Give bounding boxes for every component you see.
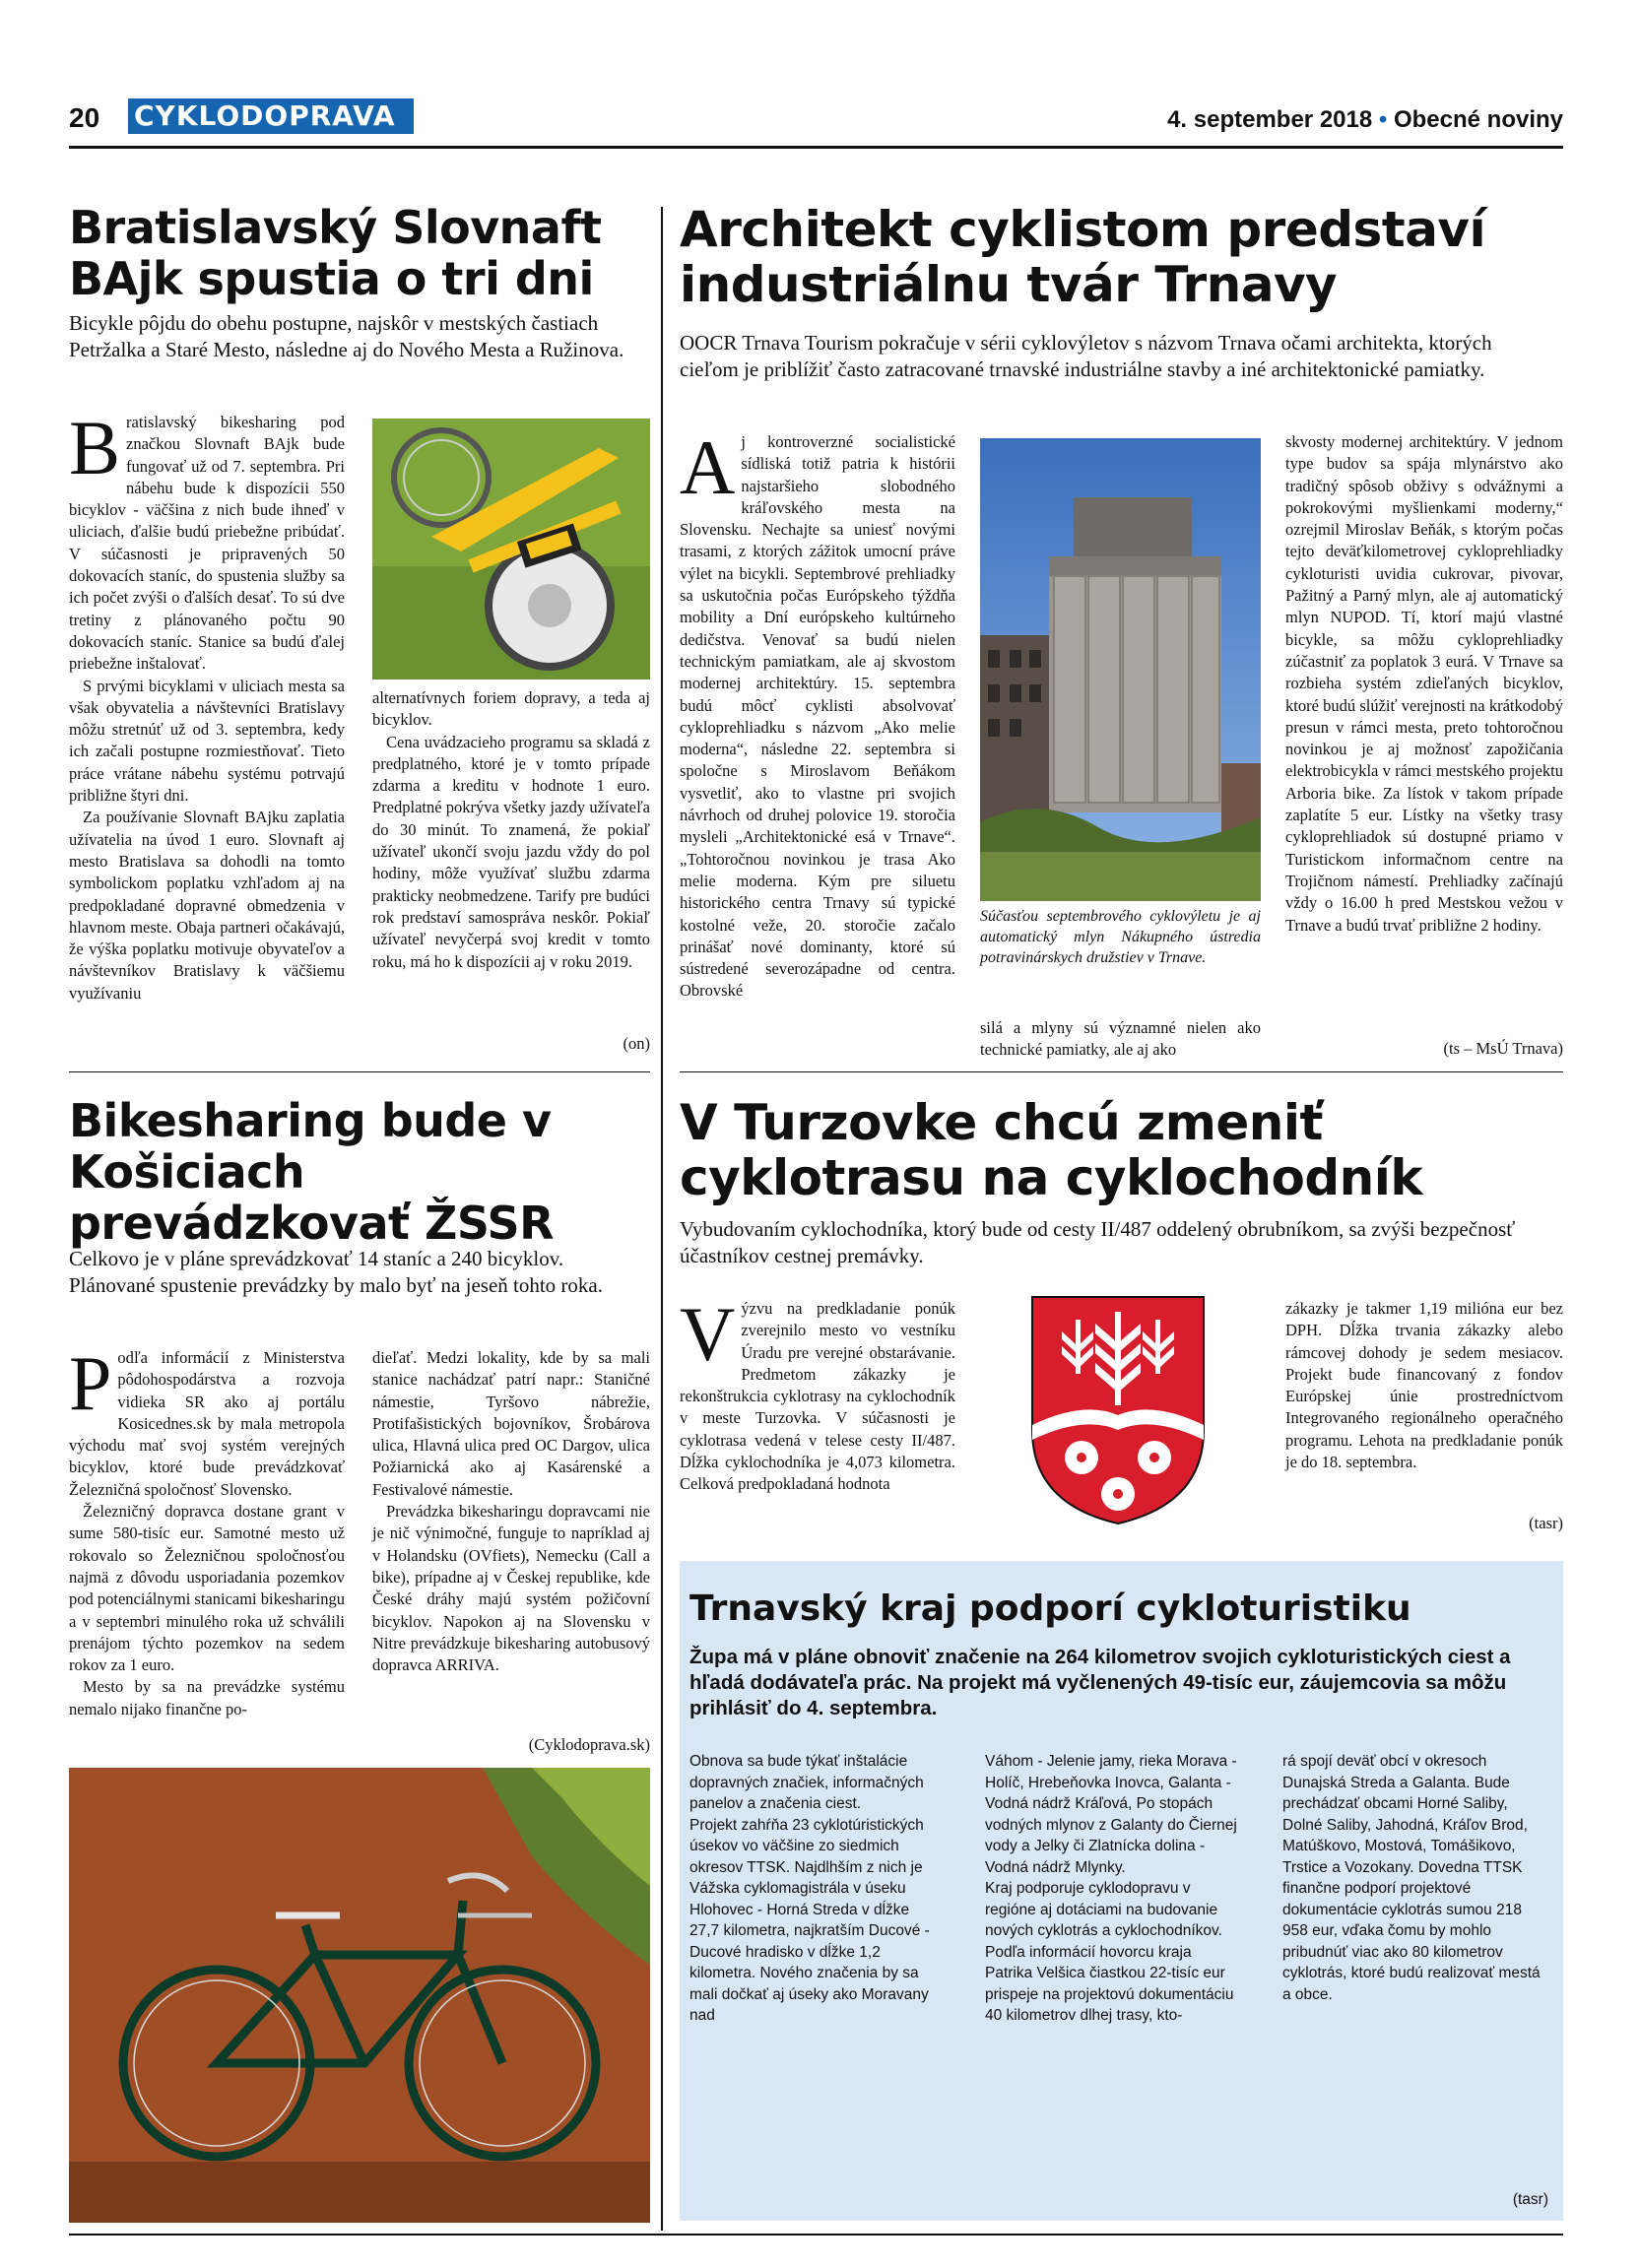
issue-date: 4. september 2018 — [1167, 106, 1373, 133]
article3-signature: (Cyklodoprava.sk) — [528, 1735, 650, 1754]
article3-para: odľa informácií z Ministerstva pôdohospodárstva a rozvoja vidieka SR ako aj portálu Kosicednes.sk by mala metropola východu mať svoj systém verejných bicyklov, ktoré bude prevádzkovať Železničná spoločnosť Slovensko. — [69, 1348, 345, 1499]
header-rule — [69, 146, 1563, 149]
footer-rule — [69, 2234, 1563, 2236]
article2-col2 — [980, 1017, 1261, 1062]
article1-para: Cena uvádzacieho programu sa skladá z predplatného, ktoré je v tomto prípade zdarma a kreditu v hodnote 1 euro. Predplatné pokrýva všetky jazdy užívateľa do 30 minút. To znamená, že pokiaľ užívateľ ukončí svoju jazdu vždy do pol hodiny, môže využívať službu zdarma prakticky neobmedzene. Tarify pre budúci rok predstaví samospráva neskôr. Pokiaľ užívateľ nevyčerpá svoj kredit v tomto roku, má ho k dispozícii aj v roku 2019. — [372, 732, 650, 971]
article3-lead: Celkovo je v pláne sprevádzkovať 14 staníc a 240 bicyklov. Plánované spustenie prevádzky by malo byť na jeseň tohto roka. — [69, 1247, 604, 1297]
article3-col2 — [372, 1347, 650, 1676]
article4-signature: (tasr) — [1529, 1514, 1563, 1532]
article3-para: Mesto by sa na prevádzke systému nemalo nijako finančne po- — [69, 1677, 345, 1718]
article5-col2: Váhom - Jelenie jamy, rieka Morava - Holíč, Hrebeňovka Inovca, Galanta - Vodná nádrž Kráľová, Po stopách vodných mlynov z Galanty do Čiernej vody a Jelky či Zlatnícka dolina - Vodná nádrž Mlynky. Kraj podporuje cyklodopravu v regióne aj dotáciami na budovanie nových cyklotrás a cyklochodníkov. Podľa informácií hovorcu kraja Patrika Velšica čiastkou 22-tisíc eur prispeje na projektovú dokumentáciu 40 kilometrov dlhej trasy, kto- — [985, 1753, 1237, 2024]
article5-col1: Obnova sa bude týkať inštalácie dopravných značiek, informačných panelov a značenia ciest. Projekt zahŕňa 23 cyklotúristických úsekov vo väčšine zo siedmich okresov TTSK. Najdlhším z nich je Vážska cyklomagistrála v úseku Hlohovec - Horná Streda v dĺžke 27,7 kilometra, najkratším Ducové - Ducové hradisko v dĺžke 1,2 kilometra. Nového značenia by sa mali dočkať aj úseky ako Moravany nad — [689, 1753, 930, 2024]
article2-signature: (ts – MsÚ Trnava) — [1443, 1039, 1563, 1058]
article5-lead: Župa má v pláne obnoviť značenie na 264 kilometrov svojich cykloturistických ciest a hľadá dodávateľa prác. Na projekt má vyčlenených 49-tisíc eur, záujemcovia sa môžu prihlásiť do 4. septembra. — [689, 1646, 1511, 1719]
article2-title: Architekt cyklistom predstaví industriálnu tvár Trnavy — [680, 201, 1486, 313]
article3-para: Prevádzka bikesharingu dopravcami nie je nič výnimočné, funguje to napríklad aj v Holandsku (OVfiets), Nemecku (Call a bike), prípadne aj v Českej republike, kde České dráhy majú systém požičovní bicyklov. Napokon aj na Slovensku v Nitre prevádzkuje bikesharing autobusový dopravca ARRIVA. — [372, 1502, 650, 1675]
article1-bottom-rule — [69, 1071, 650, 1072]
article1-para: S prvými bicyklami v uliciach mesta sa však obyvatelia a návštevníci Bratislavy môžu stretnúť už od 3. septembra, kedy ich začali postupne rozmiestňovať. Tieto práce vrátane nábehu systému potrvajú približne štyri dni. — [69, 676, 345, 806]
separator-dot: • — [1378, 106, 1388, 133]
article5-title: Trnavský kraj podporí cykloturistiku — [689, 1588, 1411, 1629]
article1-signature: (on) — [623, 1034, 650, 1053]
page-number: 20 — [69, 102, 100, 133]
article3-para: dieľať. Medzi lokality, kde by sa mali stanice nachádzať patrí napr.: Staničné námestie, Tyršovo nábrežie, Protifašistických bojovníkov, Šrobárova ulica, Hlavná ulica pred OC Dargov, ulica Požiarnická ako aj Kasárenské a Festivalové námestie. — [372, 1348, 650, 1499]
article3-title: Bikesharing bude v Košiciach prevádzkovať ŽSSR — [69, 1094, 554, 1250]
article1-para: Za používanie Slovnaft BAjku zaplatia užívatelia na úvod 1 euro. Slovnaft aj mesto Bratislava sa dohodli na tomto symbolickom poplatku vzhľadom aj na predpokladané dopravné obmedzenia v hlavnom meste. Obaja partneri očakávajú, že výška poplatku motivuje obyvateľov a návštevníkov Bratislavy k väčšiemu využívaniu — [69, 808, 345, 1003]
article5-col3: rá spojí deväť obcí v okresoch Dunajská Streda a Galanta. Bude prechádzať obcami Horné Saliby, Dolné Saliby, Jahodná, Kráľov Brod, Matúškovo, Mostová, Tomášikovo, Trstice a Vozokany. Dovedna TTSK finančne podporí projektové dokumentácie cyklotrás sumou 218 958 eur, vďaka čomu by mohlo pribudnúť viac ako 80 kilometrov cyklotrás, ktoré budú realizovať mestá a obce. — [1282, 1753, 1541, 2003]
turzovka-coat-of-arms — [1024, 1292, 1212, 1528]
article1-dropcap: B — [69, 412, 121, 490]
article4-para: zákazky je takmer 1,19 milióna eur bez DPH. Dĺžka trvania zákazky alebo rámcovej dohody je sedem mesiacov. Projekt bude financovaný z fondov Európskej únie prostredníctvom Integrovaného regionálneho operačného programu. Lehota na predkladanie ponúk je do 18. septembra. — [1285, 1299, 1563, 1472]
article4-col1 — [680, 1298, 955, 1534]
article3-col1 — [69, 1347, 345, 1761]
column-divider — [661, 207, 663, 2231]
dateline — [1167, 106, 1563, 134]
section-label: CYKLODOPRAVA — [128, 98, 414, 134]
green-bicycle-photo — [69, 1768, 650, 2223]
mill-silo-photo — [980, 438, 1261, 901]
article4-para: ýzvu na predkladanie ponúk zverejnilo mesto vo vestníku Úradu pre verejné obstarávanie. Predmetom zákazky je rekonštrukcia cyklotrasy na cyklochodník v meste Turzovka. V súčasnosti je cyklotrasa vedená v telese cesty II/487. Dĺžka cyklochodníka je 4,073 kilometra. Celková predpokladaná hodnota — [680, 1299, 955, 1494]
article4-col3 — [1285, 1298, 1563, 1473]
article2-lead: OOCR Trnava Tourism pokračuje v sérii cyklovýletov s názvom Trnava očami architekta, ktorých cieľom je priblížiť často zatracované trnavské industriálne stavby a iné architektonické pamiatky. — [680, 331, 1492, 381]
article3-para: Železničný dopravca dostane grant v sume 580-tisíc eur. Samotné mesto už rokovalo so Železničnou spoločnosťou najmä z dôvodu usporiadania pozemkov pod potenciálnymi stanicami bikesharingu a v septembri minulého roka už schválili prenájom týchto pozemkov na sedem rokov za 1 euro. — [69, 1502, 345, 1675]
article2-para: skvosty modernej architektúry. V jednom type budov sa spája mlynárstvo ako tradičný spôsob obživy s odvážnymi a pokrokovými myšlienkami moderny,“ ozrejmil Miroslav Beňák, s ktorým počas tejto deväťkilometrovej cykloprehliadky cykloturisti uvidia cukrovar, pivovar, Pažitný a Parný mlyn, ale aj automatický mlyn NUPOD. Tí, ktorí majú vlastné bicykle, sa môžu cykloprehliadky zúčastniť za poplatok 3 eurá. V Trnave sa rozbieha systém zdieľaných bicyklov, ktoré budú slúžiť verejnosti na krátkodobý presun v rámci mesta, preto tohtoročnou novinkou je aj možnosť zapožičania elektrobicykla v rámci mestského projektu Arboria bike. Za lístok v takom prípade zaplatíte 5 eur. Lístky na všetky trasy cykloprehliadok sú dostupné priamo v Turistickom informačnom centre na Trojičnom námestí. Prehliadky začínajú vždy o 16.00 h pred Mestskou vežou v Trnave a budú trvať približne 2 hodiny. — [1285, 432, 1563, 935]
article4-title: V Turzovke chcú zmeniť cyklotrasu na cyklochodník — [680, 1094, 1423, 1206]
article2-dropcap: A — [680, 431, 736, 510]
mill-photo-caption: Súčasťou septembrového cyklovýletu je aj automatický mlyn Nákupného ústredia potravinárskych družstiev v Trnave. — [980, 908, 1261, 966]
article2-col1 — [680, 431, 955, 1067]
article1-title: Bratislavský Slovnaft BAjk spustia o tri dni — [69, 201, 602, 305]
article4-dropcap: V — [680, 1298, 736, 1377]
article2-col3 — [1285, 431, 1563, 937]
article2-para: j kontroverzné socialistické sídliská totiž patria k histórii najstaršieho slobodného kráľovského mesta na Slovensku. Nechajte sa uniesť novými trasami, z ktorých zážitok umocní práve výlet na bicykli. Septembrové prehliadky sa uskutočnia počas Európskeho týždňa mobility a Dní európskeho kultúrneho dedičstva. Venovať sa budú nielen technickým pamiatkam, ale aj skvostom modernej architektúry. 15. septembra budú môcť cyklisti absolvovať cykloprehliadku s názvom „Ako melie moderna“, následne 22. septembra si spoločne s Miroslavom Beňákom vysvetliť, ako to vlastne pri svojich návrhoch od druhej polovice 19. storočia mysleli „Architektonické esá v Trnave“. „Tohtoročnou novinkou je trasa Ako melie moderna. Kým pre siluetu historického centra Trnavy sú typické kostolné veže, 20. storočie začalo prinášať nové dominanty, ktoré sú sústredené severozápadne od centra. Obrovské — [680, 432, 955, 1001]
article1-lead: Bicykle pôjdu do obehu postupne, najskôr v mestských častiach Petržalka a Staré Mesto, následne aj do Nového Mesta a Ružinova. — [69, 311, 624, 361]
article2-para: silá a mlyny sú významné nielen ako technické pamiatky, ale aj ako — [980, 1018, 1261, 1060]
bike-wheel-photo — [372, 419, 650, 680]
article5-signature: (tasr) — [1512, 2191, 1548, 2208]
article3-dropcap: P — [69, 1347, 112, 1426]
article1-para: alternatívnych foriem dopravy, a teda aj bicyklov. — [372, 688, 650, 730]
article1-col1 — [69, 412, 345, 1067]
article1-col2 — [372, 687, 650, 973]
article4-lead: Vybudovaním cyklochodníka, ktorý bude od cesty II/487 oddelený obrubníkom, sa zvýši bezpečnosť účastníkov cestnej premávky. — [680, 1217, 1516, 1267]
publication-name: Obecné noviny — [1393, 106, 1563, 133]
article2-bottom-rule — [680, 1071, 1563, 1072]
article1-para: ratislavský bikesharing pod značkou Slovnaft BAjk bude fungovať už od 7. septembra. Pri nábehu bude k dispozícii 550 bicyklov - väčšina z nich bude ihneď v uliciach, ďalšie budú priebežne pribúdať. V súčasnosti je pripravených 50 dokovacích staníc, do spustenia služby sa ich počet zvýši o ďalších desať. To sú dve tretiny z plánovaného počtu 90 dokovacích staníc. Stanice sa budú ďalej priebežne inštalovať. — [69, 413, 345, 674]
